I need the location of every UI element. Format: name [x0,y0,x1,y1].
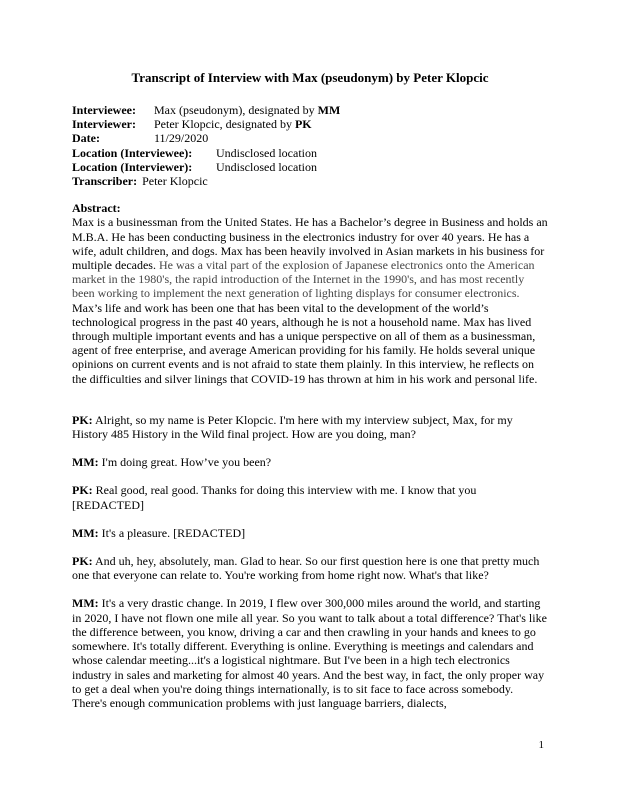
metadata-value: Peter Klopcic [142,174,208,189]
dialogue-text: I'm doing great. How’ve you been? [101,455,272,470]
dialogue-text: It's a very drastic change. In 2019, I flew over 300,000 miles around the world, and starting in 2020, I have not flown one mile all year. So you want to talk about a total difference? That's like the difference between, you know, driving a car and then crawling in your hands and knees to go somewhere. It's totally different. Everything is online. Everything is meetings and calendars and whose calendar meeting...it's a logistical nightmare. But I've been in a high tech electronics industry in sales and marketing for almost 40 years. And the best way, in fact, the only proper way to get a deal when you're doing things internationally, is to sit face to face across somebody. There's enough communication problems with just language barriers, dialects, [72,596,547,710]
metadata-row-interviewer [72,117,548,131]
metadata-row-transcriber [72,174,548,188]
dialogue-turn [72,526,548,540]
speaker-label: MM: [72,596,99,611]
dialogue-turn [72,483,548,511]
speaker-label: PK: [72,412,93,427]
dialogue-turn [72,554,548,582]
metadata-value: Undisclosed location [216,159,317,174]
metadata-row-location-interviewee [72,146,548,160]
metadata-row-date [72,131,548,145]
metadata-block [72,103,548,188]
abstract-body [72,215,548,385]
metadata-label: Interviewer: [72,117,136,132]
abstract-heading: Abstract: [72,201,121,216]
dialogue-text: It's a pleasure. [REDACTED] [101,525,246,540]
metadata-label: Transcriber: [72,174,138,189]
abstract-text-gray-passage: He was a vital part of the explosion of Japanese electronics onto the American market in the 1980's, the rapid introduction of the Internet in the 1990's, and has most recently been working to implement the next generation of lighting displays for consumer electronics. [72,258,535,301]
metadata-designation: MM [317,103,341,117]
dialogue-text: And uh, hey, absolutely, man. Glad to hear. So our first question here is one that pretty much one that everyone can relate to. You're working from home right now. What's that like? [72,554,540,583]
abstract-text-closing: Max’s life and work has been one that has been vital to the development of the world’s technological progress in the past 40 years, although he is not a household name. Max has lived through multiple important events and has a unique perspective on all of them as a businessman, agent of free enterprise, and average American providing for his family. He holds several unique opinions on current events and is not afraid to state them plainly. In this interview, he reflects on the difficulties and silver linings that COVID-19 has thrown at him in his work and personal life. [72,300,538,386]
speaker-label: PK: [72,483,93,498]
metadata-label: Location (Interviewee): [72,145,193,160]
speaker-label: MM: [72,525,99,540]
document-title: Transcript of Interview with Max (pseudonym) by Peter Klopcic [131,70,489,85]
metadata-label: Location (Interviewer): [72,159,193,174]
speaker-label: PK: [72,554,93,569]
dialogue-turn [72,413,548,441]
abstract-text-opening: Max is a businessman from the United States. He has a Bachelor’s degree in Business and holds an M.B.A. He has been conducting business in the electronics industry for over 40 years. He has a wife, adult children, and dogs. Max has been heavily involved in Asian markets in his business for multiple decades. [72,215,548,273]
abstract-section [72,201,548,386]
speaker-label: MM: [72,455,99,470]
dialogue-text: Real good, real good. Thanks for doing this interview with me. I know that you [REDACTED] [72,483,477,512]
metadata-row-interviewee [72,103,548,117]
metadata-value: Undisclosed location [216,145,317,160]
page-number: 1 [538,739,544,751]
metadata-label: Date: [72,131,100,146]
metadata-value: 11/29/2020 [154,131,209,146]
dialogue-turn [72,596,548,710]
dialogue-text: Alright, so my name is Peter Klopcic. I'm here with my interview subject, Max, for my History 485 History in the Wild final project. How are you doing, man? [72,412,513,442]
metadata-label: Interviewee: [72,103,136,117]
metadata-row-location-interviewer [72,160,548,174]
metadata-value: Peter Klopcic, designated by [154,117,295,132]
dialogue-turn [72,455,548,469]
metadata-value: Max (pseudonym), designated by [154,103,318,117]
metadata-designation: PK [294,117,312,132]
dialogue-section [72,413,548,710]
